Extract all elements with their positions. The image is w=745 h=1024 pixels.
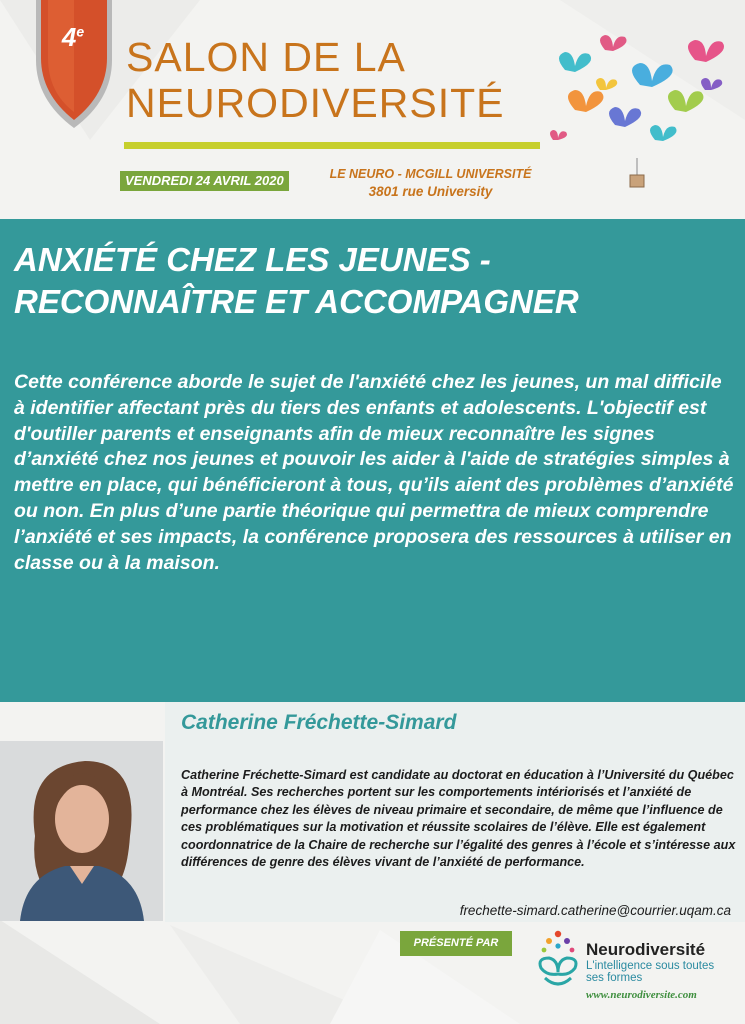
speaker-name: Catherine Fréchette-Simard [181,711,457,734]
event-title: SALON DE LA NEURODIVERSITÉ [126,34,505,126]
neurodiversite-logo-icon [533,928,583,990]
presented-by-label: PRÉSENTÉ PAR [400,931,512,956]
shield-badge-icon [34,0,114,130]
org-name: Neurodiversité [586,940,706,959]
org-url[interactable]: www.neurodiversite.com [586,989,697,1001]
speaker-photo [0,741,163,921]
speaker-email[interactable]: frechette-simard.catherine@courrier.uqam.ca [459,903,731,918]
talk-panel [0,219,745,702]
talk-title: ANXIÉTÉ CHEZ LES JEUNES - RECONNAÎTRE ET ACCOMPAGNER [14,241,579,320]
event-venue: LE NEURO - MCGILL UNIVERSITÉ 3801 rue University [329,167,532,199]
talk-abstract: Cette conférence aborde le sujet de l'anxiété chez les jeunes, un mal difficile à identifier affectant près du tiers des enfants et adolescents. L'objectif est d'outiller parents et enseignants afin de mieux reconnaître les signes d’anxiété chez nos jeunes et pouvoir les aider à l'aide de stratégies simples à mettre en place, qui bénéficieront à tous, qu’ils aient des problèmes d’anxiété ou non. En plus d’une partie théorique qui permettra de mieux comprendre l’anxiété et ses impacts, la conférence proposera des ressources à utiliser en classe ou à la maison. [14,371,734,574]
edition-number: 4e [61,22,85,52]
butterfly-balloon-icon [545,30,735,195]
event-date: VENDREDI 24 AVRIL 2020 [120,171,289,191]
speaker-bio: Catherine Fréchette-Simard est candidate au doctorat en éducation à l’Université du Québec à Montréal. Ses recherches portent sur les comportements intériorisés et l’anxiété de performance chez les élèves de niveau primaire et secondaire, de même que l’influence de ces problématiques sur la motivation et réussite scolaires de l’élève. Elle est également coordonnatrice de la Chaire de recherche sur l’égalité des genres à l’école et s’intéresse aux différences de genre des élèves vivant de l’anxiété de performance. [181,768,736,870]
org-tagline: L'intelligence sous toutes ses formes [586,960,715,984]
title-underline [124,142,540,149]
